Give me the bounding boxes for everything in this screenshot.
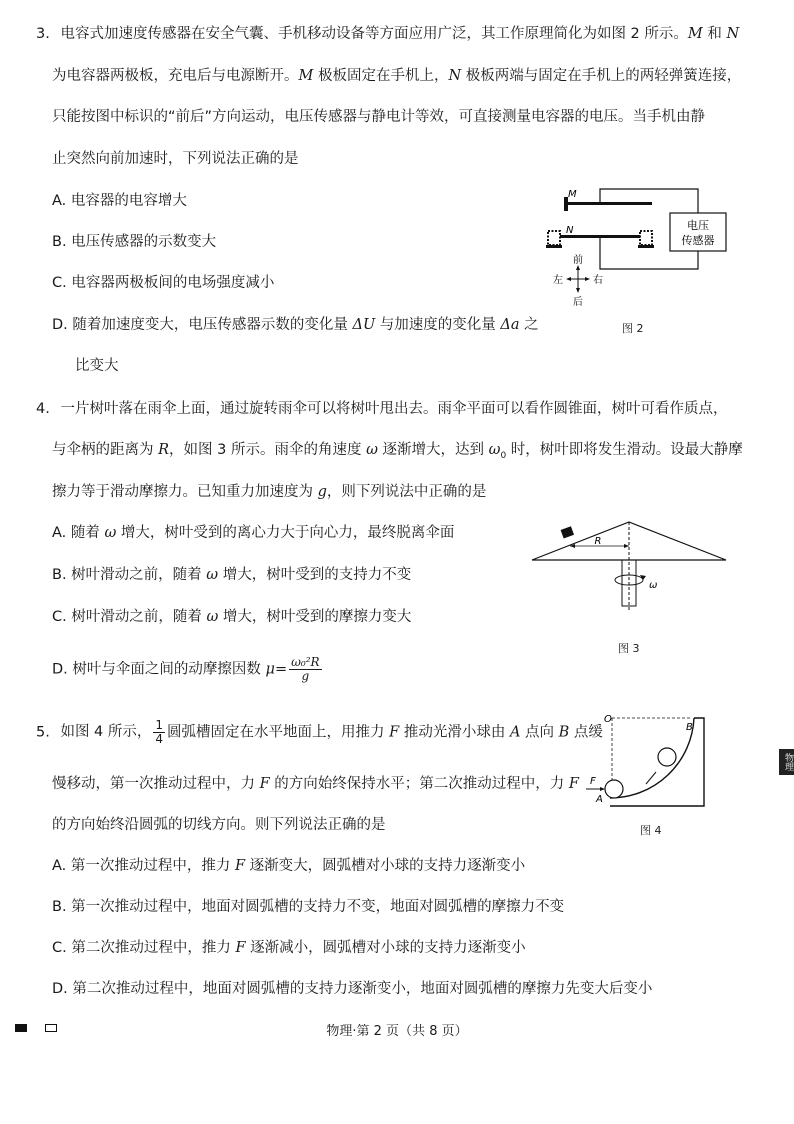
sensor-label-1: 电压 [687, 219, 709, 232]
label-a: A [596, 794, 603, 805]
q4-number: 4. [36, 401, 50, 417]
label-o: O [604, 714, 612, 725]
figure-4-caption: 图 4 [640, 824, 662, 837]
label-f: F [590, 776, 596, 787]
label-m: M [568, 189, 577, 200]
q3-option-c: C. 电容器两极板间的电场强度减小 [52, 275, 275, 291]
radius-arrow-right [624, 544, 629, 548]
figure-3-umbrella [530, 518, 730, 628]
q3-option-a: A. 电容器的电容增大 [52, 193, 187, 209]
spring-left [548, 231, 560, 245]
label-r: R [594, 536, 602, 547]
q3-text: 电容式加速度传感器在安全气囊、手机移动设备等方面应用广泛，其工作原理简化为如图 2 所示。M 和 N [60, 26, 740, 42]
dir-arrow-left [566, 277, 571, 281]
q5-line-2: 慢移动，第一次推动过程中，力 F 的方向始终保持水平；第二次推动过程中，力 F [52, 776, 579, 792]
plate-m [568, 202, 652, 205]
ball-midway [658, 748, 676, 766]
page-footer: 物理·第 2 页（共 8 页） [326, 1024, 468, 1039]
q5-option-b: B. 第一次推动过程中，地面对圆弧槽的支持力不变，地面对圆弧槽的摩擦力不变 [52, 899, 565, 915]
sensor-label-2: 传感器 [681, 234, 715, 247]
q5-line-3: 的方向始终沿圆弧的切线方向。则下列说法正确的是 [52, 817, 386, 833]
q3-line-1 [36, 27, 739, 42]
dir-front: 前 [573, 255, 583, 266]
dir-left: 左 [553, 275, 563, 286]
q5-option-d: D. 第二次推动过程中，地面对圆弧槽的支持力逐渐变小，地面对圆弧槽的摩擦力先变大后变小 [52, 981, 653, 997]
subject-side-tab: 物理 [779, 749, 794, 775]
q5-option-c: C. 第二次推动过程中，推力 F 逐渐减小，圆弧槽对小球的支持力逐渐变小 [52, 940, 526, 956]
q4-option-a: A. 随着 ω 增大，树叶受到的离心力大于向心力，最终脱离伞面 [52, 525, 455, 541]
wire-top [600, 189, 698, 213]
ball-at-a [605, 780, 623, 798]
q4-line-1: 4. 一片树叶落在雨伞上面，通过旋转雨伞可以将树叶甩出去。雨伞平面可以看作圆锥面，树叶可看作质点， [36, 401, 728, 417]
dir-arrow-down [576, 288, 580, 293]
spring-right [640, 231, 652, 245]
dir-right: 右 [593, 275, 603, 286]
q5-option-a: A. 第一次推动过程中，推力 F 逐渐变大，圆弧槽对小球的支持力逐渐变小 [52, 858, 526, 874]
q3-option-d-continued: 比变大 [75, 358, 119, 374]
q3-line-4: 止突然向前加速时，下列说法正确的是 [52, 151, 299, 167]
figure-4-arc-groove [582, 710, 712, 810]
q3-option-d: D. 随着加速度变大，电压传感器示数的变化量 ΔU 与加速度的变化量 Δa 之 [52, 317, 539, 333]
q3-option-b: B. 电压传感器的示数变大 [52, 234, 217, 250]
dir-arrow-right [585, 277, 590, 281]
figure-2-caption: 图 2 [622, 322, 644, 335]
q4-option-d: D. 树叶与伞面之间的动摩擦因数 μ= $\frac{\text{ω₀²R}}{g}$ [52, 655, 320, 683]
q5-quarter-fraction: $\frac{1}{4}$ [155, 718, 164, 746]
figure-3-caption: 图 3 [618, 642, 640, 655]
spring-base-right [638, 245, 654, 248]
label-b: B [686, 722, 693, 733]
dir-back: 后 [573, 297, 583, 308]
q4-mu-fraction: $\frac{\text{ω₀²R}}{g}$ [291, 655, 320, 683]
leaf [561, 526, 574, 538]
q3-number: 3. [36, 26, 50, 42]
tangent-arrow [646, 772, 656, 784]
q3-line-3: 只能按图中标识的“前后”方向运动，电压传感器与静电计等效，可直接测量电容器的电压。当手机由静 [52, 109, 706, 125]
label-omega: ω [649, 580, 658, 591]
q4-option-b: B. 树叶滑动之前，随着 ω 增大，树叶受到的支持力不变 [52, 567, 412, 583]
figure-2-capacitor-sensor [540, 185, 740, 315]
force-arrowhead [600, 787, 605, 791]
q4-option-c: C. 树叶滑动之前，随着 ω 增大，树叶受到的摩擦力变大 [52, 609, 412, 625]
q5-line-1: 5. 如图 4 所示， $\frac{1}{4}$ 圆弧槽固定在水平地面上，用推力 F 推动光滑小球由 A 点向 B 点缓 [36, 718, 603, 746]
q4-line-3: 擦力等于滑动摩擦力。已知重力加速度为 g，则下列说法中正确的是 [52, 484, 487, 500]
q3-line-2: 为电容器两极板，充电后与电源断开。M 极板固定在手机上，N 极板两端与固定在手机上的两轻弹簧连接， [52, 68, 742, 84]
q5-number: 5. [36, 724, 50, 741]
q4-line-2: 与伞柄的距离为 R，如图 3 所示。雨伞的角速度 ω 逐渐增大，达到 $\omega_0$ 时，树叶即将发生滑动。设最大静摩 [52, 442, 743, 461]
label-n: N [566, 225, 574, 236]
spring-base-left [546, 245, 562, 248]
